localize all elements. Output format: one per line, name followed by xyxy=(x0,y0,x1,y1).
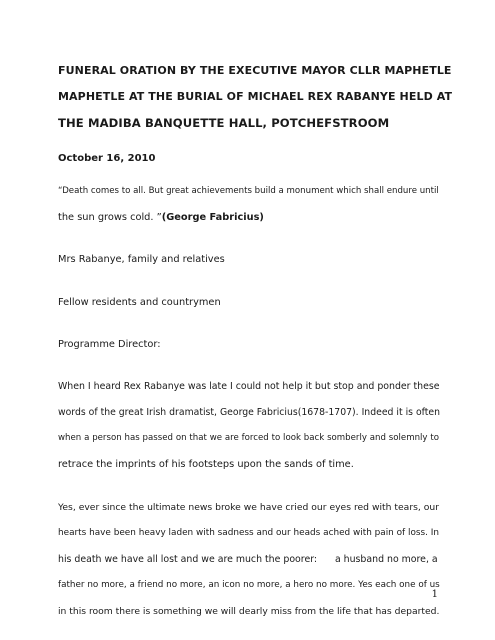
paragraph1-line-4: retrace the imprints of his footsteps upon the sands of time. xyxy=(58,459,354,470)
page-number: 1 xyxy=(431,589,438,600)
quote-attribution: (George Fabricius) xyxy=(161,212,264,223)
quote-text: the sun grows cold. ” xyxy=(58,212,162,223)
paragraph2-line-4: father no more, a friend no more, an icon no more, a hero no more. Yes each one of us xyxy=(58,580,440,590)
title-line-3: THE MADIBA BANQUETTE HALL, POTCHEFSTROOM xyxy=(58,116,390,130)
title-line-2: MAPHETLE AT THE BURIAL OF MICHAEL REX RABANYE HELD AT xyxy=(58,90,453,103)
paragraph1-line-1: When I heard Rex Rabanye was late I could not help it but stop and ponder these xyxy=(58,381,440,392)
title-line-1: FUNERAL ORATION BY THE EXECUTIVE MAYOR CLLR MAPHETLE xyxy=(58,64,452,77)
quote-line-2 xyxy=(58,212,439,223)
salutation-residents: Fellow residents and countrymen xyxy=(58,297,221,308)
paragraph2-line-1: Yes, ever since the ultimate news broke we have cried our eyes red with tears, our xyxy=(58,502,439,513)
paragraph1-line-2: words of the great Irish dramatist, George Fabricius(1678-1707). Indeed it is often xyxy=(58,407,441,418)
paragraph2-line-2: hearts have been heavy laden with sadness and our heads ached with pain of loss. In xyxy=(58,528,440,538)
salutation-programme-director: Programme Director: xyxy=(58,339,161,350)
date: October 16, 2010 xyxy=(58,153,156,164)
paragraph1-line-3: when a person has passed on that we are forced to look back somberly and solemnly to xyxy=(58,433,439,443)
salutation-family: Mrs Rabanye, family and relatives xyxy=(58,254,225,265)
paragraph2-line-3: his death we have all lost and we are much the poorer: a husband no more, a xyxy=(58,554,438,565)
quote-line-1: “Death comes to all. But great achievements build a monument which shall endure until xyxy=(58,186,439,196)
paragraph2-line-5: in this room there is something we will dearly miss from the life that has departed. xyxy=(58,606,440,617)
